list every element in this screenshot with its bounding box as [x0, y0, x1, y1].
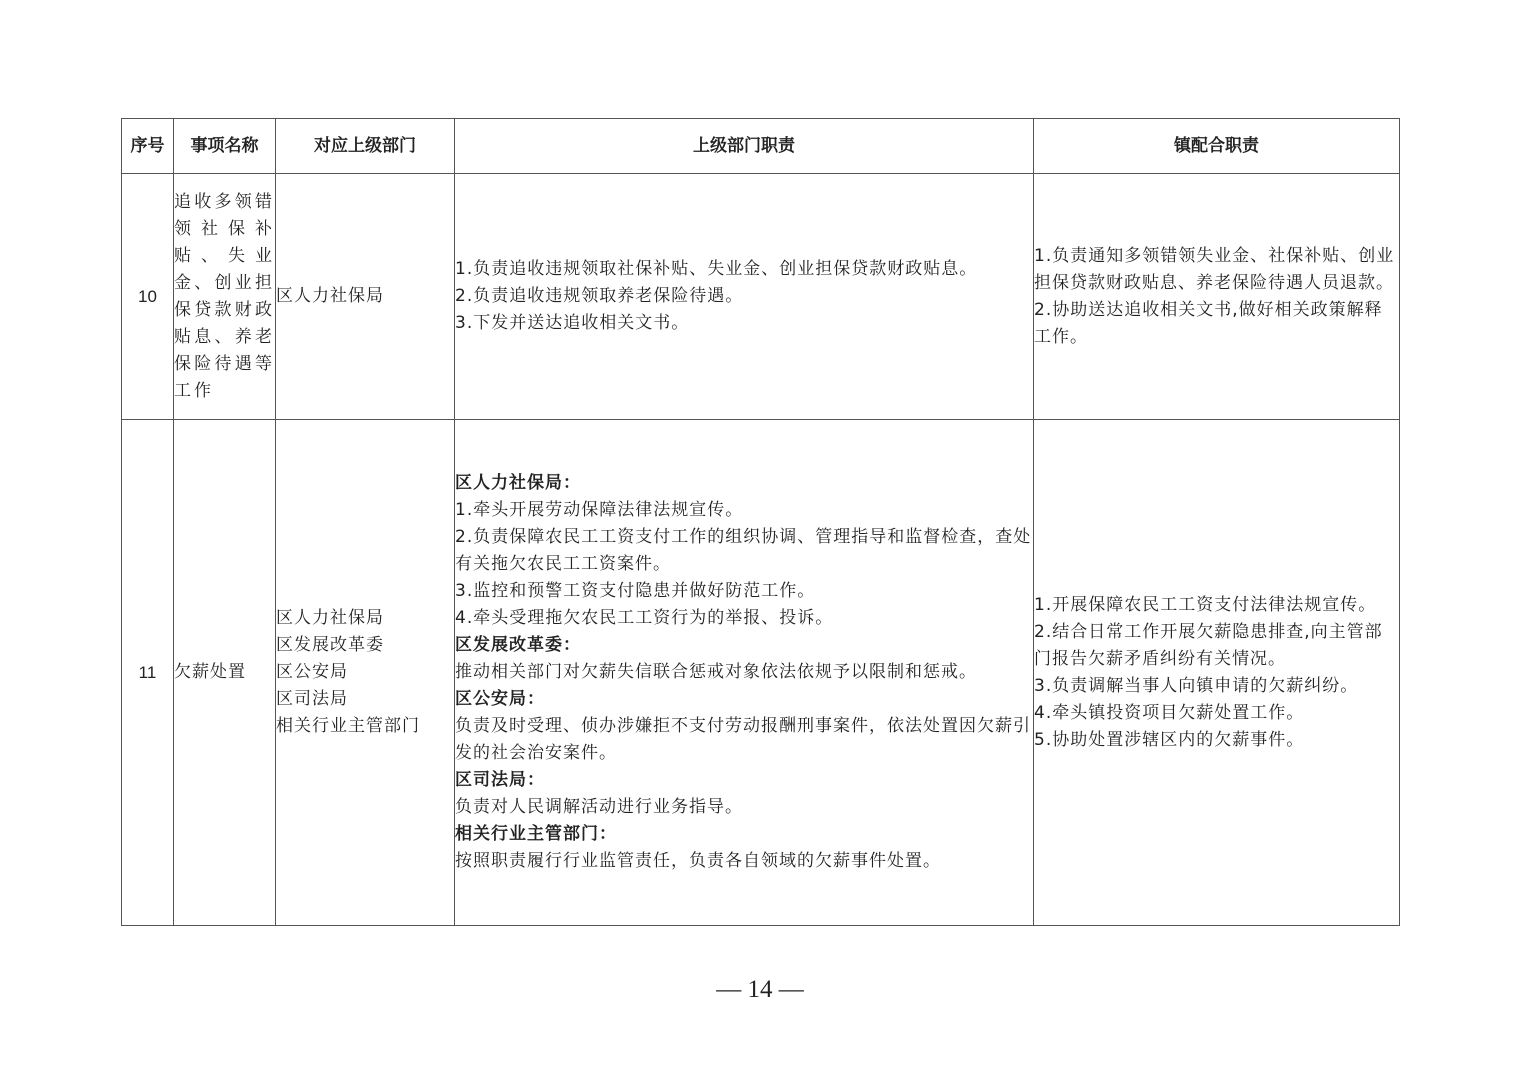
duty-item: 3.下发并送达追收相关文书。	[455, 313, 690, 333]
header-town-duties: 镇配合职责	[1034, 119, 1400, 174]
town-duty-item: 2.结合日常工作开展欠薪隐患排查,向主管部门报告欠薪矛盾纠纷有关情况。	[1034, 621, 1383, 669]
upper-duties-cell	[455, 174, 1034, 420]
department-name: 区公安局	[276, 662, 348, 682]
upper-duties-cell	[455, 420, 1034, 926]
department-name: 区发展改革委	[276, 635, 384, 655]
department-heading: 区司法局：	[455, 770, 545, 790]
duty-item: 推动相关部门对欠薪失信联合惩戒对象依法依规予以限制和惩戒。	[455, 662, 977, 682]
table-row	[122, 420, 1400, 926]
duty-item: 1.负责追收违规领取社保补贴、失业金、创业担保贷款财政贴息。	[455, 259, 978, 279]
header-department: 对应上级部门	[276, 119, 455, 174]
header-item-name: 事项名称	[174, 119, 276, 174]
table-header-row	[122, 119, 1400, 174]
duty-item: 3.监控和预警工资支付隐患并做好防范工作。	[455, 581, 816, 601]
department-heading: 区公安局：	[455, 689, 545, 709]
duty-item: 4.牵头受理拖欠农民工工资行为的举报、投诉。	[455, 608, 834, 628]
header-upper-duties: 上级部门职责	[455, 119, 1034, 174]
duty-item: 负责及时受理、侦办涉嫌拒不支付劳动报酬刑事案件，依法处置因欠薪引发的社会治安案件。	[455, 716, 1031, 763]
town-duties-cell	[1034, 420, 1400, 926]
item-name: 欠薪处置	[174, 420, 276, 926]
duty-item: 负责对人民调解活动进行业务指导。	[455, 797, 743, 817]
town-duty-item: 3.负责调解当事人向镇申请的欠薪纠纷。	[1034, 675, 1359, 696]
department-cell	[276, 420, 455, 926]
town-duty-item: 1.负责通知多领错领失业金、社保补贴、创业担保贷款财政贴息、养老保险待遇人员退款。	[1034, 245, 1395, 293]
duty-item: 按照职责履行行业监管责任，负责各自领域的欠薪事件处置。	[455, 851, 941, 871]
duty-table	[121, 118, 1400, 926]
department-name: 区人力社保局	[276, 286, 384, 306]
duty-item: 2.负责追收违规领取养老保险待遇。	[455, 286, 744, 306]
department-cell	[276, 174, 455, 420]
duty-item: 1.牵头开展劳动保障法律法规宣传。	[455, 500, 744, 520]
department-name: 区人力社保局	[276, 608, 384, 628]
row-number: 10	[122, 174, 174, 420]
department-heading: 区发展改革委：	[455, 635, 581, 655]
town-duty-item: 1.开展保障农民工工资支付法律法规宣传。	[1034, 594, 1377, 615]
page-number: — 14 —	[716, 976, 804, 1003]
town-duty-item: 5.协助处置涉辖区内的欠薪事件。	[1034, 729, 1305, 750]
department-name: 相关行业主管部门	[276, 716, 420, 736]
row-number: 11	[122, 420, 174, 926]
header-no: 序号	[122, 119, 174, 174]
town-duty-item: 4.牵头镇投资项目欠薪处置工作。	[1034, 702, 1305, 723]
town-duty-item: 2.协助送达追收相关文书,做好相关政策解释工作。	[1034, 299, 1383, 347]
department-heading: 区人力社保局：	[455, 473, 581, 493]
department-heading: 相关行业主管部门：	[455, 824, 617, 844]
item-name: 追收多领错领社保补贴、失业金、创业担保贷款财政贴息、养老保险待遇等工作	[174, 174, 276, 420]
town-duties-cell	[1034, 174, 1400, 420]
department-name: 区司法局	[276, 689, 348, 709]
duty-item: 2.负责保障农民工工资支付工作的组织协调、管理指导和监督检查，查处有关拖欠农民工工资案件。	[455, 527, 1032, 574]
table-row	[122, 174, 1400, 420]
